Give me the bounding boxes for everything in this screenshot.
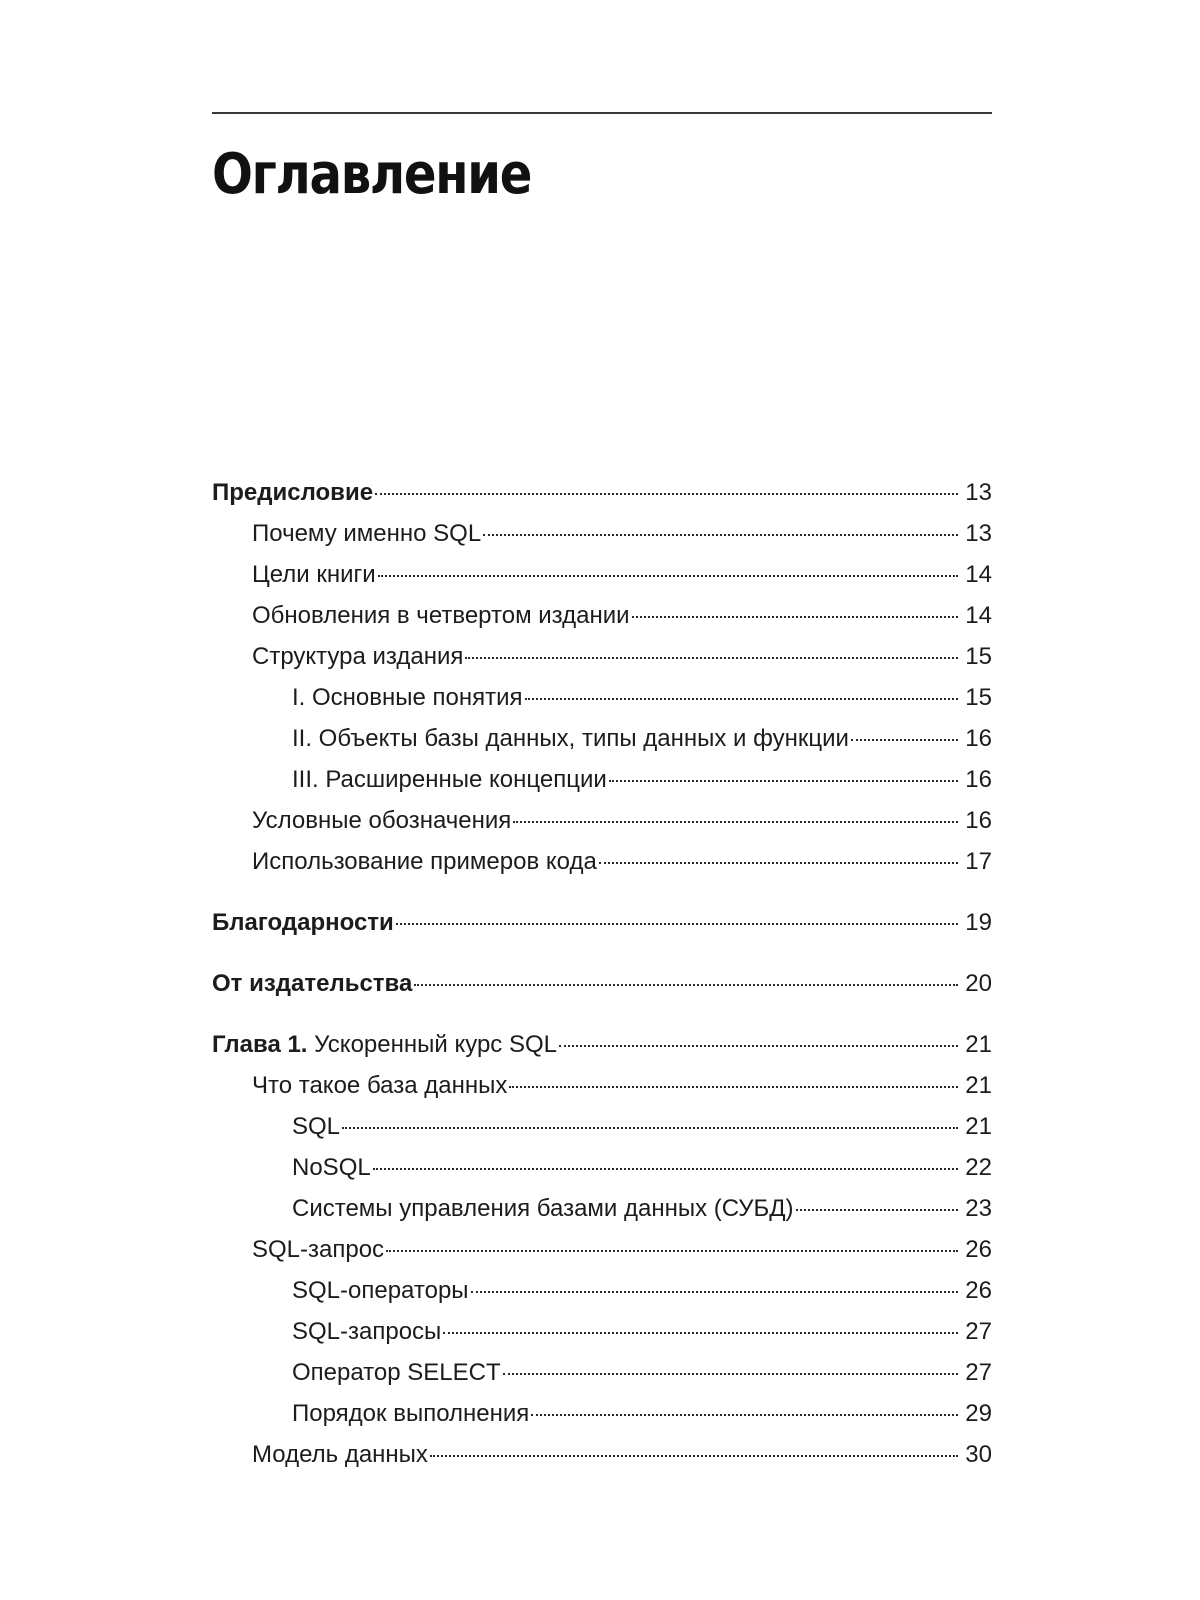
toc-entry[interactable] [212,643,992,684]
toc-page-number: 26 [965,1277,992,1304]
toc-page-number: 13 [965,520,992,547]
dot-leader [503,1373,958,1375]
toc-page-number: 29 [965,1400,992,1427]
toc-entry-title: Использование примеров кода [252,848,597,875]
toc-page-number: 16 [965,725,992,752]
dot-leader [483,534,958,536]
dot-leader [342,1127,958,1129]
toc-entry-title: Благодарности [212,909,394,936]
toc-page-number: 19 [965,909,992,936]
toc-chapter-label: Глава 1. [212,1031,308,1058]
toc-entry-title: SQL-запросы [292,1318,442,1345]
toc-entry-title: Условные обозначения [252,807,512,834]
dot-leader [386,1250,958,1252]
toc-entry[interactable] [212,1195,992,1236]
toc-entry-title: SQL [292,1113,341,1140]
dot-leader [414,984,958,986]
dot-leader [609,780,958,782]
toc-entry[interactable] [212,602,992,643]
toc-page-number: 21 [965,1072,992,1099]
toc-page-number: 14 [965,602,992,629]
dot-leader [430,1455,958,1457]
dot-leader [525,698,958,700]
toc-page-number: 22 [965,1154,992,1181]
toc-entry[interactable] [212,520,992,561]
dot-leader [531,1414,958,1416]
toc-page-number: 21 [965,1113,992,1140]
dot-leader [599,862,958,864]
toc-page-number: 30 [965,1441,992,1468]
dot-leader [796,1209,958,1211]
toc-entry-title: Модель данных [252,1441,428,1468]
toc-entry-title: III. Расширенные концепции [292,766,607,793]
toc-entry-title: Системы управления базами данных (СУБД) [292,1195,794,1222]
toc-chapter-title: Ускоренный курс SQL [314,1031,557,1058]
toc-page-number: 15 [965,643,992,670]
toc-entry-title: Обновления в четвертом издании [252,602,630,629]
toc-entry-title: NoSQL [292,1154,371,1181]
toc-entry-title: SQL-операторы [292,1277,469,1304]
dot-leader [443,1332,958,1334]
toc-entry[interactable] [212,1236,992,1277]
toc-entry[interactable] [212,1072,992,1113]
toc-entry[interactable] [212,848,992,889]
toc-entry[interactable] [212,766,992,807]
dot-leader [509,1086,958,1088]
toc-page-number: 13 [965,479,992,506]
toc-page-number: 23 [965,1195,992,1222]
dot-leader [559,1045,958,1047]
toc-entry-title: Предисловие [212,479,374,506]
toc-entry[interactable] [212,725,992,766]
top-rule [212,112,992,114]
toc-entry[interactable] [212,479,992,520]
toc-entry-title: От издательства [212,970,413,997]
toc-entry[interactable] [212,1359,992,1400]
toc-entry-title: II. Объекты базы данных, типы данных и функции [292,725,849,752]
toc-entry[interactable] [212,970,992,1011]
toc-entry-title: Оператор SELECT [292,1359,501,1386]
toc-page-number: 27 [965,1359,992,1386]
toc-page-number: 21 [965,1031,992,1058]
toc-entry[interactable] [212,684,992,725]
page-title: Оглавление [212,142,532,207]
toc-page-number: 17 [965,848,992,875]
toc-entry[interactable] [212,1400,992,1441]
toc-entry-title: SQL-запрос [252,1236,385,1263]
toc-entry[interactable] [212,909,992,950]
dot-leader [632,616,958,618]
dot-leader [396,923,958,925]
toc-entry[interactable] [212,1441,992,1482]
toc-page-number: 16 [965,807,992,834]
toc-entry-title: Почему именно SQL [252,520,482,547]
toc-entry[interactable] [212,807,992,848]
toc-page-number: 15 [965,684,992,711]
toc-entry[interactable] [212,1031,992,1072]
toc-entry-title: I. Основные понятия [292,684,523,711]
dot-leader [465,657,958,659]
dot-leader [373,1168,958,1170]
toc-entry-title: Что такое база данных [252,1072,508,1099]
table-of-contents [212,479,992,1482]
toc-entry-title: Цели книги [252,561,376,588]
dot-leader [375,493,958,495]
toc-entry[interactable] [212,561,992,602]
toc-entry[interactable] [212,1318,992,1359]
toc-page-number: 14 [965,561,992,588]
dot-leader [471,1291,958,1293]
toc-entry[interactable] [212,1154,992,1195]
toc-page-number: 20 [965,970,992,997]
dot-leader [378,575,958,577]
toc-entry[interactable] [212,1277,992,1318]
dot-leader [513,821,958,823]
toc-entry-title [212,1031,557,1059]
toc-entry-title: Порядок выполнения [292,1400,530,1427]
toc-entry[interactable] [212,1113,992,1154]
toc-page-number: 26 [965,1236,992,1263]
toc-page-number: 16 [965,766,992,793]
toc-page-number: 27 [965,1318,992,1345]
dot-leader [851,739,958,741]
toc-entry-title: Структура издания [252,643,464,670]
